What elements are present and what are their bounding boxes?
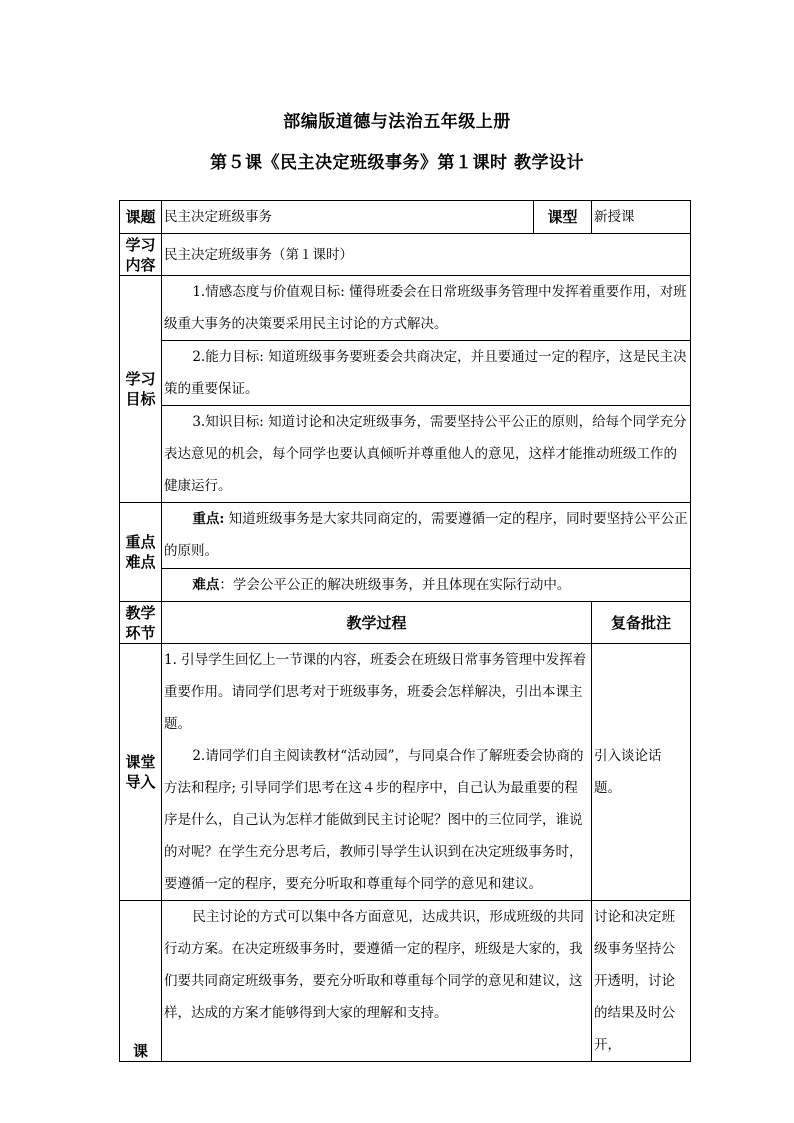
stage-label: 课 [120,901,162,1062]
type-label: 课型 [534,201,592,234]
topic-row [120,201,691,234]
objective-1: 1.情感态度与价值观目标: 懂得班委会在日常班级事务管理中发挥着重要作用，对班级重大事务的决策要采用民主讨论的方式解决。 [162,276,691,341]
difficulty-prefix: 难点 [192,577,220,593]
document-title: 部编版道德与法治五年级上册 [283,112,511,132]
topic-value: 民主决定班级事务 [162,201,534,234]
key-points-label: 重点难点 [120,503,162,602]
stage-row [120,901,691,1062]
objective-2: 2.能力目标: 知道班级事务要班委会共商决定，并且要通过一定的程序，这是民主决策的重要保证。 [162,341,691,406]
stage-paragraph: 2.请同学们自主阅读教材“活动园”，与同桌合作了解班委会协商的方法和程序; 引导同学们思考在这４步的程序中，自己认为最重要的程序是什么，自己认为怎样才能做到民主讨论呢？图中的三位同学，谁说的对呢？在学生充分思考后，教师引导学生认识到在决定班级事务时，要遵循一定的程序，要充分听取和尊重每个同学的意见和建议。 [164,748,584,892]
stage-label: 课堂导入 [120,644,162,901]
key-point-text [162,503,691,569]
difficulty-body: ：学会公平公正的解决班级事务，并且体现在实际行动中。 [219,577,571,593]
notes-header: 复备批注 [592,602,691,644]
key-point-prefix: 重点: [192,511,225,527]
objective-3: 3.知识目标: 知道讨论和决定班级事务，需要坚持公平公正的原则，给每个同学充分表达意见的机会，每个同学也要认真倾听并尊重他人的意见，这样才能推动班级工作的健康运行。 [162,406,691,503]
key-point-row [120,503,691,569]
stage-content: 民主讨论的方式可以集中各方面意见，达成共识，形成班级的共同行动方案。在决定班级事务时，要遵循一定的程序，班级是大家的，我们要共同商定班级事务，要充分听取和尊重每个同学的意见和建议，这样，达成的方案才能够得到大家的理解和支持。 [162,901,592,1062]
objective-row [120,406,691,503]
stage-note: 引入谈论话题。 [592,644,691,901]
lesson-plan-table [119,200,691,1062]
document-subtitle: 第５课《民主决定班级事务》第１课时 教学设计 [210,153,584,173]
stage-note: 讨论和决定班级事务坚持公开透明，讨论的结果及时公开， [592,901,691,1062]
objectives-label: 学习目标 [120,276,162,503]
difficulty-text [162,569,691,602]
key-point-body: 知道班级事务是大家共同商定的，需要遵循一定的程序，同时要坚持公平公正的原则。 [164,511,688,559]
process-header-row [120,602,691,644]
stage-row [120,644,691,901]
objective-row [120,276,691,341]
stage-paragraph: 1. 引导学生回忆上一节课的内容，班委会在班级日常事务管理中发挥着重要作用。请同学们思考对于班级事务，班委会怎样解决，引出本课主题。 [164,652,587,732]
content-value: 民主决定班级事务（第１课时） [162,234,691,276]
content-label: 学习内容 [120,234,162,276]
objective-row [120,341,691,406]
stage-header: 教学环节 [120,602,162,644]
process-header: 教学过程 [162,602,592,644]
topic-label: 课题 [120,201,162,234]
type-value: 新授课 [592,201,691,234]
difficulty-row [120,569,691,602]
stage-content [162,644,592,901]
content-row [120,234,691,276]
